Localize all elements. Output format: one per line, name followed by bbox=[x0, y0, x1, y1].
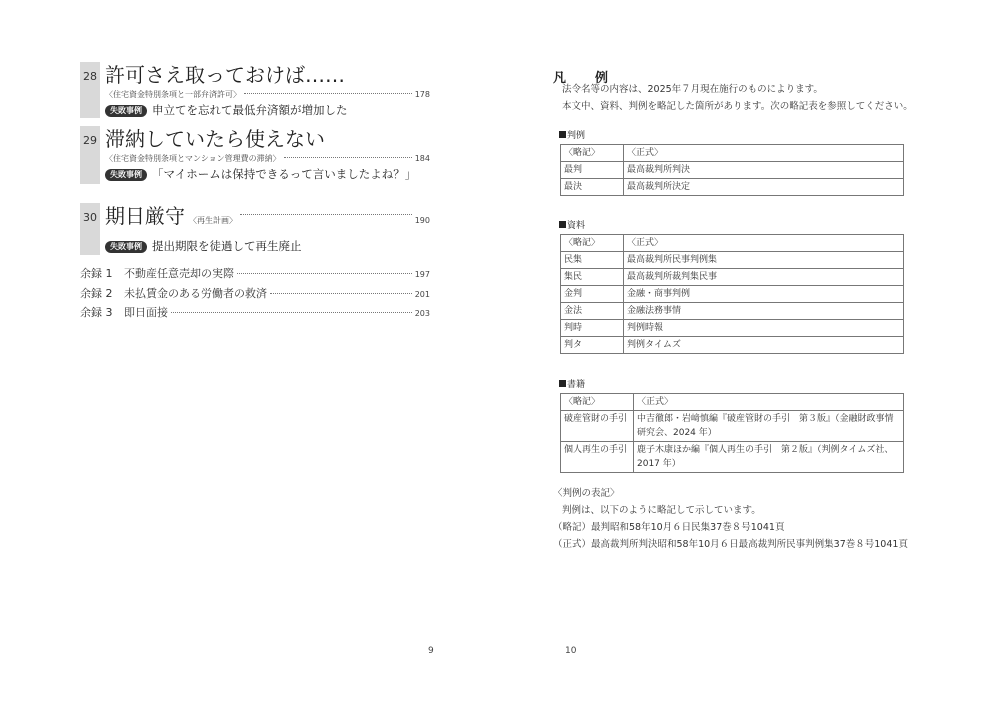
table-row bbox=[561, 286, 904, 303]
dot-leader bbox=[240, 214, 412, 215]
chapter-number-badge: 28 bbox=[80, 62, 100, 118]
dot-leader bbox=[284, 157, 412, 158]
table-row bbox=[561, 320, 904, 337]
toc-appendix-3[interactable] bbox=[80, 306, 430, 321]
toc-entry-row bbox=[105, 152, 430, 165]
table-header-row bbox=[561, 235, 904, 252]
page-number: 184 bbox=[414, 154, 430, 163]
failure-case-badge: 失敗事例 bbox=[105, 105, 147, 117]
page-number: 201 bbox=[414, 290, 430, 299]
square-bullet-icon bbox=[559, 221, 566, 228]
table-row bbox=[561, 337, 904, 354]
full-cell: 最高裁判所決定 bbox=[624, 179, 904, 196]
full-cell: 判例時報 bbox=[624, 320, 904, 337]
header-cell: 〈略記〉 bbox=[561, 145, 624, 162]
chapter-title: 許可さえ取っておけば…… bbox=[105, 63, 345, 87]
toc-entry-row bbox=[105, 88, 430, 101]
failure-case-badge: 失敗事例 bbox=[105, 169, 147, 181]
abbr-cell: 判タ bbox=[561, 337, 624, 354]
section-heading-books: 書籍 bbox=[559, 377, 585, 390]
notation-abbreviated-example: （略記）最判昭和58年10月６日民集37巻８号1041頁 bbox=[553, 522, 785, 533]
table-row bbox=[561, 252, 904, 269]
table-row bbox=[561, 303, 904, 320]
page-number: 190 bbox=[414, 216, 430, 225]
intro-line-2: 本文中、資料、判例を略記した箇所があります。次の略記表を参照してください。 bbox=[562, 101, 913, 112]
chapter-title: 期日厳守 bbox=[105, 204, 185, 228]
table-row bbox=[561, 179, 904, 196]
full-cell: 判例タイムズ bbox=[624, 337, 904, 354]
chapter-subtitle: 〈再生計画〉 bbox=[189, 216, 237, 225]
chapter-number-badge: 30 bbox=[80, 203, 100, 255]
square-bullet-icon bbox=[559, 380, 566, 387]
page-number: 178 bbox=[414, 90, 430, 99]
appendix-label: 余録 1 bbox=[80, 267, 113, 280]
page-folio-left: 9 bbox=[428, 646, 434, 656]
dot-leader bbox=[270, 293, 412, 294]
table-row bbox=[561, 162, 904, 179]
legend-title: 凡 例 bbox=[553, 71, 617, 86]
cases-abbreviation-table bbox=[560, 144, 904, 196]
toc-appendix-2[interactable] bbox=[80, 287, 430, 302]
books-abbreviation-table bbox=[560, 393, 904, 473]
appendix-title: 即日面接 bbox=[124, 306, 168, 319]
toc-appendix-1[interactable] bbox=[80, 267, 430, 282]
notation-full-example: （正式）最高裁判所判決昭和58年10月６日最高裁判所民事判例集37巻８号1041頁 bbox=[553, 539, 908, 550]
chapter-number-badge: 29 bbox=[80, 126, 100, 184]
failure-case-text: 「マイホームは保持できるって言いましたよね？」 bbox=[152, 167, 417, 181]
abbr-cell: 集民 bbox=[561, 269, 624, 286]
appendix-title: 未払賃金のある労働者の救済 bbox=[124, 287, 267, 300]
notation-description: 判例は、以下のように略記して示しています。 bbox=[562, 505, 761, 516]
abbr-cell: 民集 bbox=[561, 252, 624, 269]
abbr-cell: 最判 bbox=[561, 162, 624, 179]
page-number: 197 bbox=[414, 270, 430, 279]
failure-case-row bbox=[105, 238, 430, 255]
failure-case-row bbox=[105, 102, 430, 119]
materials-abbreviation-table bbox=[560, 234, 904, 354]
table-header-row bbox=[561, 394, 904, 411]
appendix-label: 余録 2 bbox=[80, 287, 113, 300]
failure-case-row bbox=[105, 166, 430, 183]
dot-leader bbox=[244, 93, 412, 94]
abbr-cell: 金法 bbox=[561, 303, 624, 320]
right-page bbox=[500, 0, 1000, 707]
full-cell: 金融法務事情 bbox=[624, 303, 904, 320]
section-heading-cases: 判例 bbox=[559, 128, 585, 141]
dot-leader bbox=[237, 273, 412, 274]
full-cell: 最高裁判所民事判例集 bbox=[624, 252, 904, 269]
square-bullet-icon bbox=[559, 131, 566, 138]
abbr-cell: 判時 bbox=[561, 320, 624, 337]
chapter-subtitle: 〈住宅資金特別条項とマンション管理費の滞納〉 bbox=[105, 154, 281, 163]
header-cell: 〈略記〉 bbox=[561, 235, 624, 252]
toc-entry-row bbox=[105, 203, 430, 234]
page-folio-right: 10 bbox=[565, 646, 577, 656]
header-cell: 〈略記〉 bbox=[561, 394, 634, 411]
section-heading-materials: 資料 bbox=[559, 218, 585, 231]
failure-case-badge: 失敗事例 bbox=[105, 241, 147, 253]
header-cell: 〈正式〉 bbox=[634, 394, 904, 411]
chapter-subtitle: 〈住宅資金特別条項と一部弁済許可〉 bbox=[105, 90, 241, 99]
appendix-label: 余録 3 bbox=[80, 306, 113, 319]
abbr-cell: 金判 bbox=[561, 286, 624, 303]
full-cell: 金融・商事判例 bbox=[624, 286, 904, 303]
toc-chapter-28[interactable] bbox=[80, 62, 430, 118]
failure-case-text: 申立てを忘れて最低弁済額が増加した bbox=[152, 103, 348, 117]
toc-chapter-29[interactable] bbox=[80, 126, 430, 184]
page-number: 203 bbox=[414, 309, 430, 318]
dot-leader bbox=[171, 312, 412, 313]
table-row bbox=[561, 411, 904, 442]
full-cell: 最高裁判所判決 bbox=[624, 162, 904, 179]
table-row bbox=[561, 442, 904, 473]
header-cell: 〈正式〉 bbox=[624, 145, 904, 162]
full-cell: 鹿子木康ほか編『個人再生の手引 第２版』（判例タイムズ社、2017 年） bbox=[634, 442, 904, 473]
abbr-cell: 破産管財の手引 bbox=[561, 411, 634, 442]
appendix-title: 不動産任意売却の実際 bbox=[124, 267, 234, 280]
intro-line-1: 法令名等の内容は、2025年７月現在施行のものによります。 bbox=[562, 84, 823, 95]
abbr-cell: 最決 bbox=[561, 179, 624, 196]
chapter-title: 滞納していたら使えない bbox=[105, 127, 325, 151]
full-cell: 中吉徹郎・岩﨑慎編『破産管財の手引 第３版』（金融財政事情研究会、2024 年） bbox=[634, 411, 904, 442]
full-cell: 最高裁判所裁判集民事 bbox=[624, 269, 904, 286]
table-row bbox=[561, 269, 904, 286]
toc-chapter-30[interactable] bbox=[80, 203, 430, 255]
failure-case-text: 提出期限を徒過して再生廃止 bbox=[152, 239, 302, 253]
abbr-cell: 個人再生の手引 bbox=[561, 442, 634, 473]
notation-heading: 〈判例の表記〉 bbox=[553, 488, 620, 499]
table-header-row bbox=[561, 145, 904, 162]
header-cell: 〈正式〉 bbox=[624, 235, 904, 252]
